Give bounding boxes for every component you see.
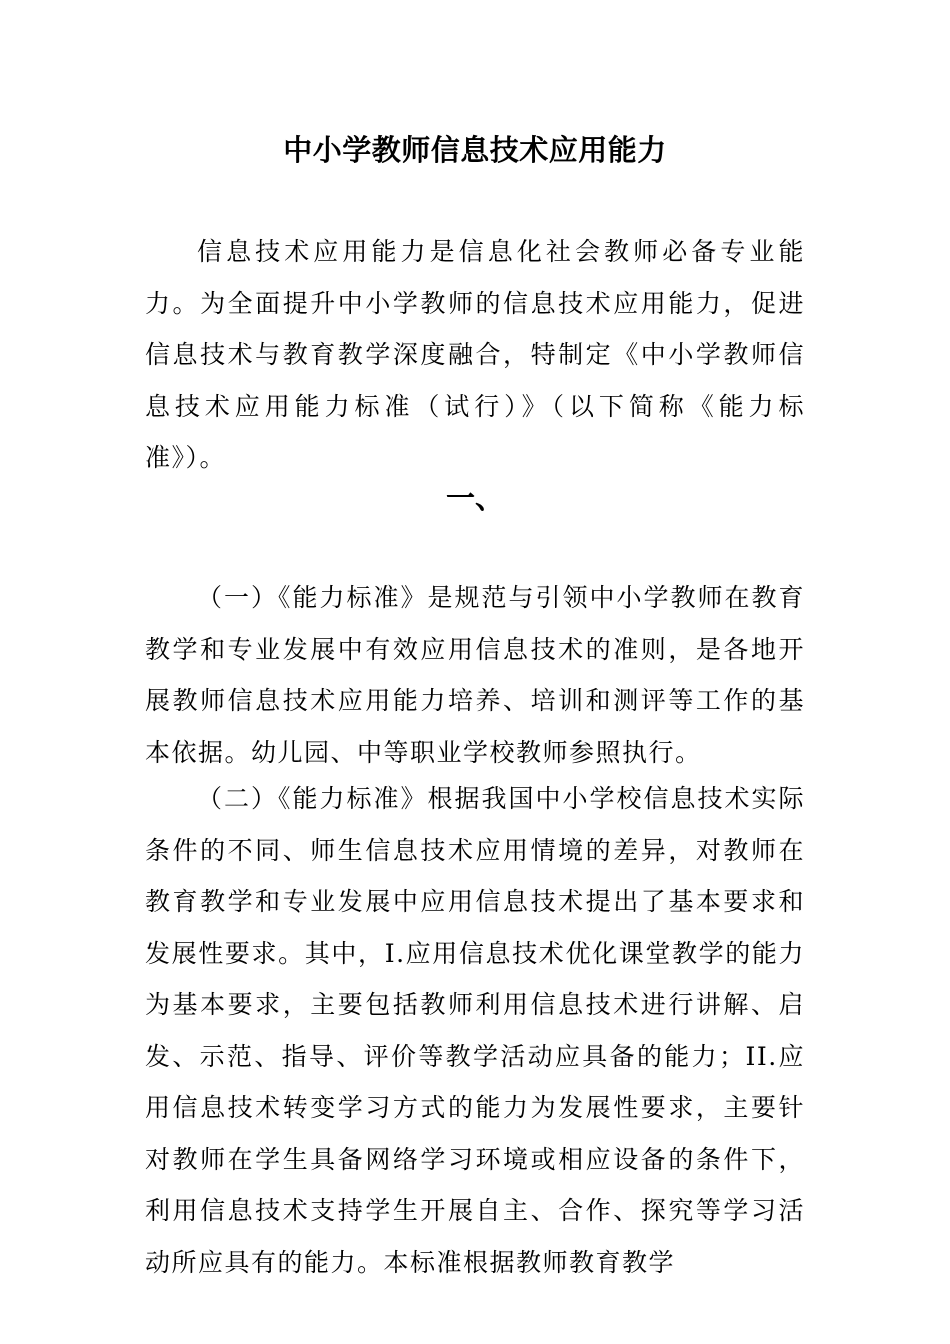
paragraph-item-1: （一）《能力标准》是规范与引领中小学教师在教育教学和专业发展中有效应用信息技术的准则，是各地开展教师信息技术应用能力培养、培训和测评等工作的基本依据。幼儿园、中等职业学校教师参照执行。	[145, 583, 805, 767]
section-heading: 一、	[445, 481, 504, 515]
intro-paragraph: 信息技术应用能力是信息化社会教师必备专业能力。为全面提升中小学教师的信息技术应用能力，促进信息技术与教育教学深度融合，特制定《中小学教师信息技术应用能力标准（试行）》（以下简称《能力标准》）。	[145, 237, 805, 472]
paragraph-item-2: （二）《能力标准》根据我国中小学校信息技术实际条件的不同、师生信息技术应用情境的差异，对教师在教育教学和专业发展中应用信息技术提出了基本要求和发展性要求。其中，I.应用信息技术优化课堂教学的能力为基本要求，主要包括教师利用信息技术进行讲解、启发、示范、指导、评价等教学活动应具备的能力；II.应用信息技术转变学习方式的能力为发展性要求，主要针对教师在学生具备网络学习环境或相应设备的条件下，利用信息技术支持学生开展自主、合作、探究等学习活动所应具有的能力。本标准根据教师教育教学	[145, 784, 805, 1277]
document-title: 中小学教师信息技术应用能力	[283, 133, 667, 167]
